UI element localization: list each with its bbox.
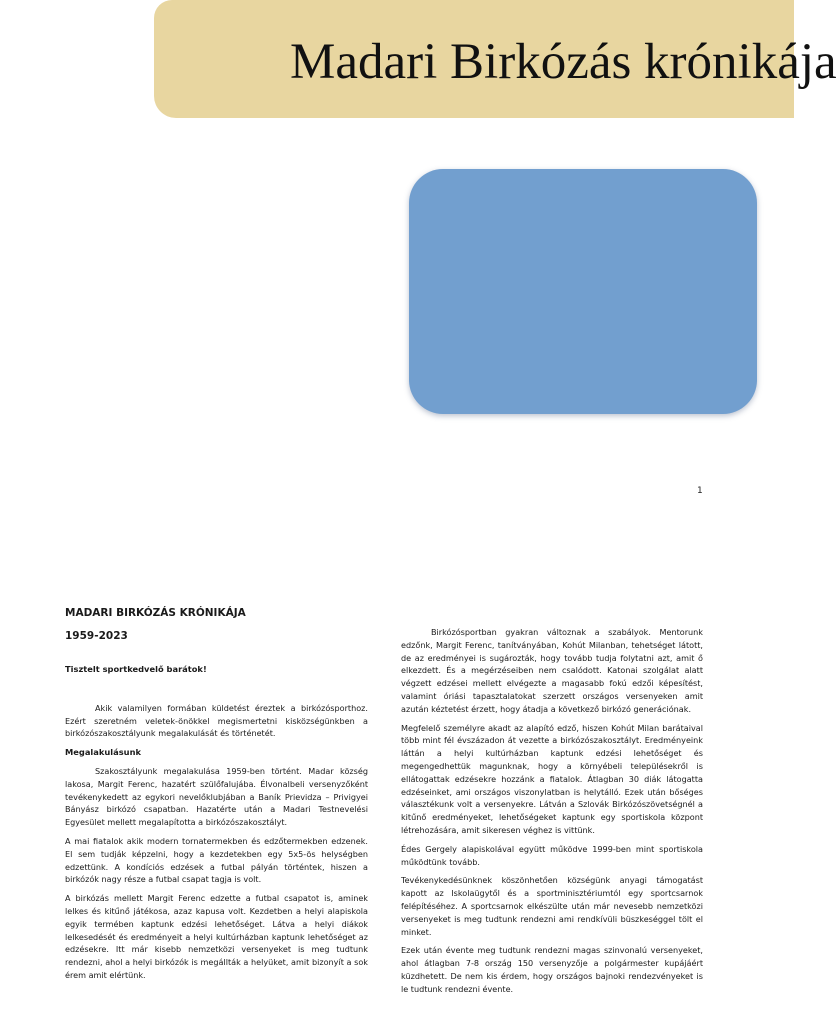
- paragraph: A mai fiatalok akik modern tornatermekben és edzőtermekben edzenek. El sem tudják képzelni, hogy a kezdetekben egy 5x5-ös helységben edzettünk. A kondíciós edzések a futbal pályán történtek, hiszen a birkózók nagy része a futbal csapat tagja is volt.: [65, 835, 368, 885]
- paragraph: Szakosztályunk megalakulása 1959-ben történt. Madar község lakosa, Margit Ferenc, hazatért szülőfalujába. Élvonalbeli versenyzőként tevékenykedett az egykori nevelőklubjában a Baník Prievidza – Privigyei Bányász birkózó csapatban. Hazatérte után a Madari Testnevelési Egyesület mellett megalapította a birkózószakosztályt.: [65, 765, 368, 828]
- paragraph: Tevékenykedésünknek köszönhetően községünk anyagi támogatást kapott az Iskolaügytől és a sportminisztériumtól egy sportcsarnok felépítéséhez. A sportcsarnok elkészülte után már nevesebb nemzetközi versenyeket is meg tudtunk rendezni ami rendkívüli büszkeséggel tölt el minket.: [401, 875, 703, 937]
- photo-placeholder: [409, 169, 757, 414]
- paragraph: A birkózás mellett Margit Ferenc edzette a futbal csapatot is, aminek lelkes és kitűnő játékosa, azaz kapusa volt. Kezdetben a helyi alapiskola egyik termében kaptunk edzési lehetőséget. Látva a helyi diákok lelkesedését és eredményeit a helyi kultúrházban kaptunk lehetőséget az edzésekre. Itt már kisebb nemzetközi versenyeket is meg tudtunk rendezni, ahol a helyi birkózók is megállták a helyüket, amit bizonyít a sok érem amit elértünk.: [65, 893, 368, 980]
- article-greeting: Tisztelt sportkedvelő barátok!: [65, 664, 207, 674]
- right-column: [401, 626, 703, 1002]
- section-heading: Megalakulásunk: [65, 747, 142, 758]
- title-banner: [154, 0, 837, 118]
- page-title: Madari Birkózás krónikája: [290, 34, 837, 90]
- left-column: [65, 606, 368, 988]
- article-title: MADARI BIRKÓZÁS KRÓNIKÁJA: [65, 607, 246, 619]
- page-number: 1: [697, 486, 703, 496]
- intro-paragraph: Akik valamilyen formában küldetést éreztek a birkózósporthoz. Ezért szeretném veletek-önökkel megismertetni kisközségünkben a birkózószakosztályunk megalakulását és történetét.: [65, 702, 368, 739]
- paragraph: Ezek után évente meg tudtunk rendezni magas szinvonalú versenyeket, ahol átlagban 7-8 ország 150 versenyzője a polgármester kupájáért küzdhetett. De nem kis érdem, hogy országos bajnoki rendezvényeket is le tudtunk rendezni évente.: [401, 945, 703, 994]
- article-years: 1959-2023: [65, 630, 128, 642]
- paragraph: Megfelelő személyre akadt az alapító edző, hiszen Kohút Milan barátaival több mint fél évszázadon át vezette a birkózószakosztályt. Eredményeink láttán a helyi kultúrházban kaptunk edzési lehetőséget és megengedhettük magunknak, hogy a környébeli településekről is ellátogattak edzésekre hozzánk a fiatalok. Átlagban 30 diák látogatta edzéseinket, ami országos viszonylatban is helytálló. Ezek után bőséges választékunk volt a versenyekre. Látván a Szlovák Birkózószövetségnél a kitűnő eredményeket, lehetőségeket kaptunk egy sportiskola központ létrehozására, amit sikeresen véghez is vittünk.: [401, 722, 703, 835]
- paragraph: Édes Gergely alapiskolával együtt működve 1999-ben mint sportiskola működtünk tovább.: [401, 843, 703, 867]
- paragraph: Birkózósportban gyakran változnak a szabályok. Mentorunk edzőnk, Margit Ferenc, tanítványában, Kohút Milanban, tehetséget látott, de az eredményei is sugározták, hogy tovább tudja folytatni azt, amit ő elkezdett. És a megérzéseiben nem csalódott. Katonai szolgálat alatt végzett edzései mellett elvégezte a magasabb fokú edzői képesítést, valamint óriási tapasztalatokat szerzett országos versenyeken amit azután kéztetést érzett, hogy átadja a következő birkózó generációnak.: [401, 627, 703, 714]
